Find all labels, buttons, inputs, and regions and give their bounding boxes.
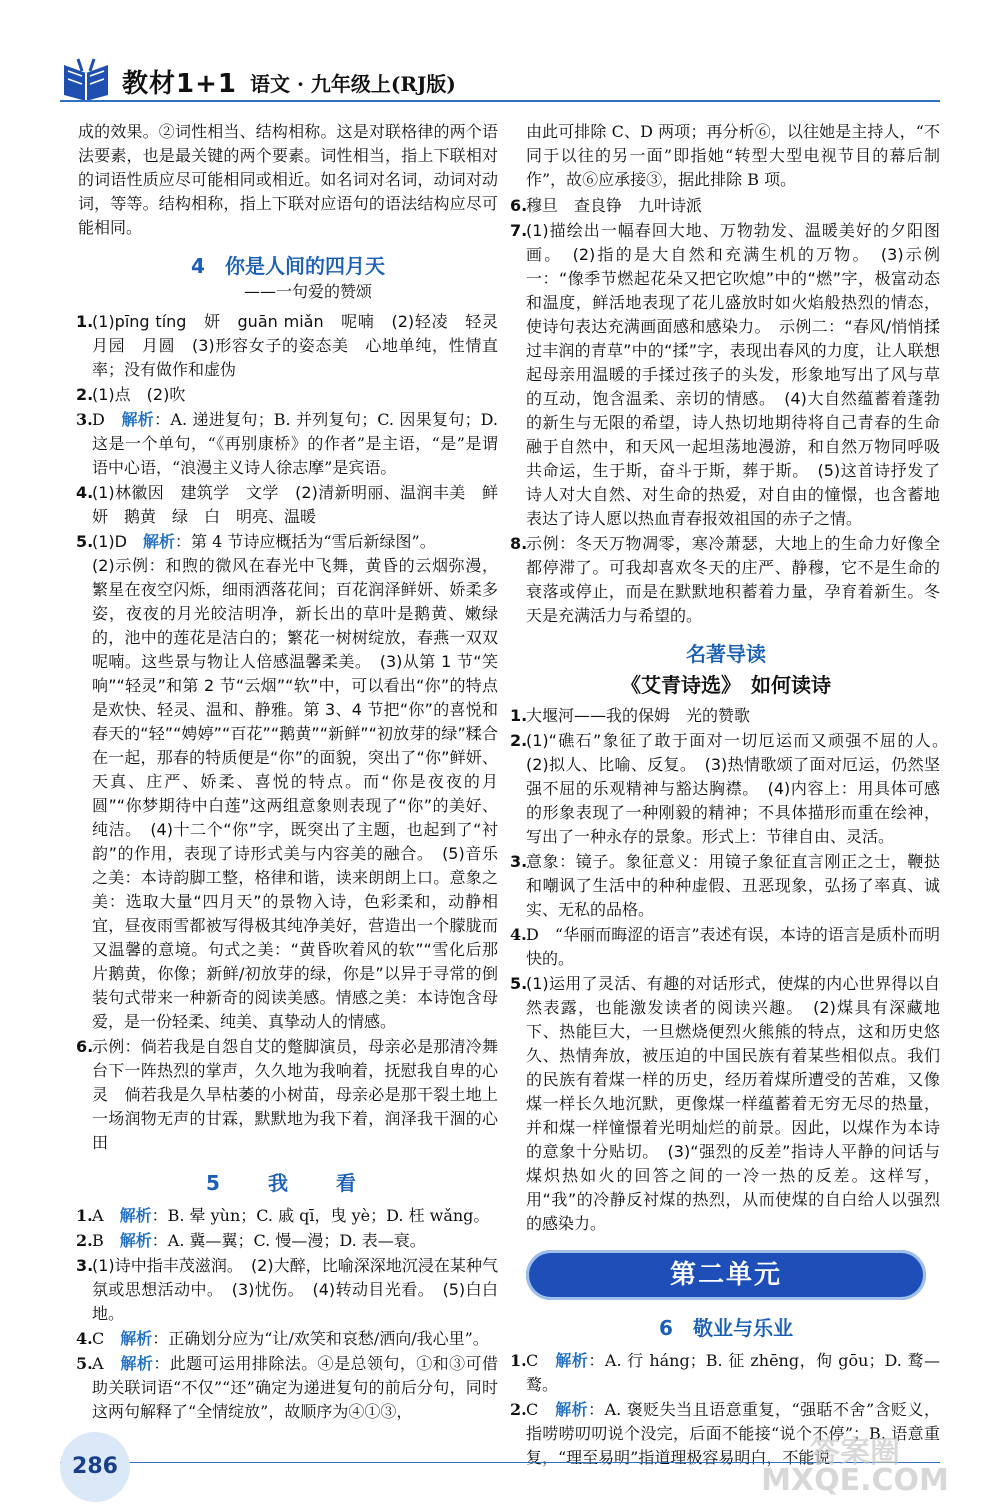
answer-item: 2. B 解析：A. 冀—翼；C. 慢—漫；D. 表—衰。 — [76, 1231, 426, 1250]
answer-choice: D — [526, 925, 555, 944]
watermark-logo: 答案圈 MXQE.COM — [761, 1435, 949, 1498]
answer-text: (1)诗中指丰茂滋润。 (2)大醉，比喻深深地沉浸在某种气氛或思想活动中。 (3)忧伤。 (4)转动目光看。 (5)白白地。 — [92, 1256, 498, 1323]
page-number: 286 — [60, 1432, 130, 1502]
answer-choice: C — [92, 1329, 121, 1348]
answer-item: 5. (1)运用了灵活、有趣的对话形式，使煤的内心世界得以自然表露，也能激发读者的阅读兴趣。 (2)煤具有深藏地下、热能巨大，一旦燃烧便烈火熊熊的特点，这和历史悠久、热情奔放，被压迫的中国民族有着某些相似点。我们的民族有着煤一样的历史，经历着煤所遭受的苦难，又像煤一样长久地沉默，更像煤一样蕴蓄着无穷无尽的热量，并和煤一样憧憬着光明灿烂的前景。因此，以煤作为本诗的意象十分贴切。 (3)“强烈的反差”指诗人平静的问话与煤炽热如火的回答之间的一冷一热的反差。这样写，用“我”的冷静反衬煤的热烈，从而使煤的自白给人以强烈的感染力。 — [510, 974, 940, 1233]
section-4-title: 4 你是人间的四月天 — [191, 254, 385, 278]
right-column — [510, 120, 957, 1471]
answer-item: 1. 大堰河——我的保姆 光的赞歌 — [510, 706, 751, 725]
answer-text: (1)林徽因 建筑学 文学 (2)清新明丽、温润丰美 鲜妍 鹅黄 绿 白 明亮、温暖 — [92, 483, 498, 526]
answer-item: 3. (1)诗中指丰茂滋润。 (2)大醉，比喻深深地沉浸在某种气氛或思想活动中。 (3)忧伤。 (4)转动目光看。 (5)白白地。 — [76, 1256, 498, 1323]
answer-text: 穆旦 查良铮 九叶诗派 — [526, 196, 703, 215]
answer-text: 意象：镜子。象征意义：用镜子象征直言刚正之士，鞭挞和嘲讽了生活中的种种虚假、丑恶现象，弘扬了率真、诚实、无私的品格。 — [526, 852, 940, 919]
answer-item: 4. D “华丽而晦涩的语言”表述有误，本诗的语言是质朴而明快的。 — [510, 925, 940, 968]
answer-item: 1. C 解析：A. 行 háng；B. 征 zhēng，佝 gōu；D. 鹜—鹜。 — [510, 1351, 940, 1394]
header-divider — [60, 100, 940, 102]
answer-choice: A — [92, 1206, 120, 1225]
brand-title: 教材1+1 — [122, 69, 237, 99]
subject-label: 语文 · 九年级上(RJ版) — [250, 72, 456, 96]
analysis-label: 解析 — [119, 1206, 152, 1225]
book-logo-icon — [60, 55, 112, 103]
answer-text: (2)示例：和煦的微风在春光中飞舞，黄昏的云烟弥漫，繁星在夜空闪烁，细雨洒落花间；百花润泽鲜妍、娇柔多姿，夜夜的月光皎洁明净，新长出的草叶是鹅黄、嫩绿的，池中的莲花是洁白的；繁花一树树绽放，春燕一双双呢喃。这些景与物让人倍感温馨柔美。 (3)从第 1 节“笑响”“轻灵”和第 2 节“云烟”“软”中，可以看出“你”的特点是欢快、轻灵、温和、静雅。第 3、4 节把“你”的喜悦和春天的“轻”“娉婷”“百花”“鹅黄”“新鲜”“初放芽的绿”糅合在一起，那春的特质便是“你”的面貌，突出了“你”鲜妍、天真、庄严、娇柔、喜悦的特点。而“你是夜夜的月圆”“你梦期待中白莲”这两组意象则表现了“你”的美好、纯洁。 (4)十二个“你”字，既突出了主题，也起到了“衬韵”的作用，表现了诗形式美与内容美的融合。 (5)音乐之美：本诗韵脚工整，格律和谐，读来朗朗上口。意象之美：选取大量“四月天”的景物入诗，色彩柔和，动静相宜，昼夜雨雪都被写得极其纯净美好，营造出一个朦胧而又温馨的意境。句式之美：“黄昏吹着风的软”“雪化后那片鹅黄，你像；新鲜/初放芽的绿，你是”以异于寻常的倒装句式带来一种新奇的阅读美感。情感之美：本诗饱含母爱，是一份轻柔、纯美、真挚动人的情感。 — [92, 556, 498, 1031]
answer-choice: B — [92, 1231, 120, 1250]
analysis-text: “华丽而晦涩的语言”表述有误，本诗的语言是质朴而明快的。 — [526, 925, 940, 968]
answer-text: (1)点 (2)吹 — [92, 385, 186, 404]
section-4-subtitle: ——一句爱的赞颂 — [243, 282, 372, 301]
answer-text: 示例：冬天万物凋零，寒冷萧瑟，大地上的生命力好像全都停滞了。可我却喜欢冬天的庄严、静穆，它不是生命的衰落或停止，而是在默默地积蓄着力量，孕育着新生。冬天是充满活力与希望的。 — [526, 534, 940, 625]
answer-item: 1. (1)pīng tíng 妍 guān miǎn 呢喃 (2)轻凌 轻灵 月园 月圆 (3)形容女子的姿态美 心地单纯，性情直率；没有做作和虚伪 — [76, 312, 515, 379]
analysis-text: ：A. 冀—翼；C. 慢—漫；D. 表—衰。 — [151, 1231, 426, 1250]
book-title: 《艾青诗选》 如何读诗 — [621, 673, 831, 697]
intro-paragraph: 成的效果。②词性相当、结构相称。这是对联格律的两个语法要素，也是最关键的两个要素。词性相当，指上下联相对的词语性质应尽可能相同或相近。如名词对名词，动词对动词，等等。结构相称，指上下联对应语句的语法结构应尽可能相同。 — [78, 122, 498, 237]
answer-choice: C — [526, 1400, 556, 1419]
answer-item: 8. 示例：冬天万物凋零，寒冷萧瑟，大地上的生命力好像全都停滞了。可我却喜欢冬天的庄严、静穆，它不是生命的衰落或停止，而是在默默地积蓄着力量，孕育着新生。冬天是充满活力与希望的。 — [510, 534, 940, 625]
analysis-text: ：A. 行 háng；B. 征 zhēng，佝 gōu；D. 鹜—鹜。 — [526, 1351, 940, 1394]
analysis-label: 解析 — [120, 1329, 153, 1348]
answer-text: (1)运用了灵活、有趣的对话形式，使煤的内心世界得以自然表露，也能激发读者的阅读兴趣。 (2)煤具有深藏地下、热能巨大，一旦燃烧便烈火熊熊的特点，这和历史悠久、热情奔放，被压迫的中国民族有着某些相似点。我们的民族有着煤一样的历史，经历着煤所遭受的苦难，又像煤一样长久地沉默，更像煤一样蕴蓄着无穷无尽的热量，并和煤一样憧憬着光明灿烂的前景。因此，以煤作为本诗的意象十分贴切。 (3)“强烈的反差”指诗人平静的问话与煤炽热如火的回答之间的一冷一热的反差。这样写，用“我”的冷静反衬煤的热烈，从而使煤的自白给人以强烈的感染力。 — [526, 974, 940, 1233]
section-5-title: 5 我 看 — [206, 1171, 370, 1195]
analysis-text: ：A. 褒贬失当且语意重复，“强聒不舍”含贬义，指唠唠叨叨说个没完，后面不能接“说个不停”；B. 语意重复，“理至易明”指道理极容易明白，不能说 — [526, 1400, 940, 1467]
answer-item: 4. C 解析：正确划分应为“让/欢笑和哀愁/洒向/我心里”。 — [76, 1329, 489, 1348]
answer-choice: A — [92, 1354, 121, 1373]
analysis-text: ：A. 递进复句；B. 并列复句；C. 因果复句；D. 这是一个单句，“《再别康桥》的作者”是主语，“是”是谓语中心语，“浪漫主义诗人徐志摩”是宾语。 — [92, 410, 498, 477]
classics-guide-title: 名著导读 — [686, 642, 766, 666]
answer-choice: (1)D — [92, 532, 143, 551]
answer-text: 大堰河——我的保姆 光的赞歌 — [526, 706, 751, 725]
analysis-label: 解析 — [555, 1400, 589, 1419]
analysis-text: ：此题可运用排除法。④是总领句，①和③可借助关联词语“不仅”“还”确定为递进复句的前后分句，同时这两句解释了“全情绽放”，故顺序为④①③， — [92, 1354, 498, 1421]
answer-item: 3. 意象：镜子。象征意义：用镜子象征直言刚正之士，鞭挞和嘲讽了生活中的种种虚假、丑恶现象，弘扬了率真、诚实、无私的品格。 — [510, 852, 940, 919]
page-header — [60, 55, 940, 103]
answer-item: 2. (1)点 (2)吹 — [76, 385, 186, 404]
left-column — [76, 120, 515, 1425]
answer-item: 6. 穆旦 查良铮 九叶诗派 — [510, 196, 703, 215]
answer-text: (1)描绘出一幅春回大地、万物勃发、温暖美好的夕阳图画。 (2)指的是大自然和充满生机的万物。 (3)示例一：“像季节燃起花朵又把它吹熄”中的“燃”字，极富动态和温度，鲜活地表现了花儿盛放时如火焰般热烈的情态，使诗句表达充满画面感和感染力。 示例二：“春风/悄悄揉过丰润的青草”中的“揉”字，表现出春风的力度，让人联想起母亲用温暖的手揉过孩子的头发，形象地写出了风与草的互动，饱含温柔、亲切的情感。 (4)大自然蕴蓄着蓬勃的新生与无限的希望，诗人热切地期待将自己青春的生命融于自然中，和天风一起坦荡地漫游，和自然万物同呼吸共命运，生于斯，奋斗于斯，葬于斯。 (5)这首诗抒发了诗人对大自然、对生命的热爱，对自由的憧憬，也含蓄地表达了诗人愿以热血青春报效祖国的赤子之情。 — [526, 221, 940, 528]
answer-item: 2. (1)“礁石”象征了敢于面对一切厄运而又顽强不屈的人。 (2)拟人、比喻、反复。 (3)热情歌颂了面对厄运，仍然坚强不屈的乐观精神与豁达胸襟。 (4)内容上：用具体可感的形象表现了一种刚毅的精神；不具体描形而重在绘神，写出了一种永存的景象。形式上：节律自由、灵活。 — [510, 731, 957, 846]
answer-item: 5. (1)D 解析：第 4 节诗应概括为“雪后新绿图”。 (2)示例：和煦的微风在春光中飞舞，黄昏的云烟弥漫，繁星在夜空闪烁，细雨洒落花间；百花润泽鲜妍、娇柔多姿，夜夜的月光皎洁明净，新长出的草叶是鹅黄、嫩绿的，池中的莲花是洁白的；繁花一树树绽放，春燕一双双呢喃。这些景与物让人倍感温馨柔美。 (3)从第 1 节“笑响”“轻灵”和第 2 节“云烟”“软”中，可以看出“你”的特点是欢快、轻灵、温和、静雅。第 3、4 节把“你”的喜悦和春天的“轻”“娉婷”“百花”“鹅黄”“新鲜”“初放芽的绿”糅合在一起，那春的特质便是“你”的面貌，突出了“你”鲜妍、天真、庄严、娇柔、喜悦的特点。而“你是夜夜的月圆”“你梦期待中白莲”这两组意象则表现了“你”的美好、纯洁。 (4)十二个“你”字，既突出了主题，也起到了“衬韵”的作用，表现了诗形式美与内容美的融合。 (5)音乐之美：本诗韵脚工整，格律和谐，读来朗朗上口。意象之美：选取大量“四月天”的景物入诗，色彩柔和，动静相宜，昼夜雨雪都被写得极其纯净美好，营造出一个朦胧而又温馨的意境。句式之美：“黄昏吹着风的软”“雪化后那片鹅黄，你像；新鲜/初放芽的绿，你是”以异于寻常的倒装句式带来一种新奇的阅读美感。情感之美：本诗饱含母爱，是一份轻柔、纯美、真挚动人的情感。 — [76, 532, 498, 1031]
continued-paragraph: 由此可排除 C、D 两项；再分析⑥，以往她是主持人，“不同于以往的另一面”即指她“转型大型电视节目的幕后制作”，故⑥应承接③，据此排除 B 项。 — [526, 122, 940, 189]
analysis-label: 解析 — [121, 410, 155, 429]
analysis-label: 解析 — [119, 1231, 152, 1250]
answer-item: 6. 示例：倘若我是自怨自艾的蹩脚演员，母亲必是那清冷舞台下一阵热烈的掌声，久久地为我响着，抚慰我自卑的心灵 倘若我是久旱枯萎的小树苗，母亲必是那干裂土地上一场润物无声的甘霖，默默地为我下着，润泽我干涸的心田 — [76, 1037, 498, 1152]
answer-item: 3. D 解析：A. 递进复句；B. 并列复句；C. 因果复句；D. 这是一个单句，“《再别康桥》的作者”是主语，“是”是谓语中心语，“浪漫主义诗人徐志摩”是宾语。 — [76, 410, 498, 477]
answer-text: (1)“礁石”象征了敢于面对一切厄运而又顽强不屈的人。 (2)拟人、比喻、反复。 (3)热情歌颂了面对厄运，仍然坚强不屈的乐观精神与豁达胸襟。 (4)内容上：用具体可感的形象表现了一种刚毅的精神；不具体描形而重在绘神，写出了一种永存的景象。形式上：节律自由、灵活。 — [526, 731, 957, 846]
section-6-title: 6 敬业与乐业 — [659, 1316, 793, 1340]
answer-choice: C — [526, 1351, 556, 1370]
answer-item: 4. (1)林徽因 建筑学 文学 (2)清新明丽、温润丰美 鲜妍 鹅黄 绿 白 明亮、温暖 — [76, 483, 498, 526]
analysis-text: ：B. 晕 yùn；C. 戚 qī，曳 yè；D. 枉 wǎng。 — [151, 1206, 490, 1225]
answer-choice: D — [92, 410, 122, 429]
answer-text: (1)pīng tíng 妍 guān miǎn 呢喃 (2)轻凌 轻灵 月园 月圆 (3)形容女子的姿态美 心地单纯，性情直率；没有做作和虚伪 — [92, 312, 515, 379]
answer-item: 2. C 解析：A. 褒贬失当且语意重复，“强聒不舍”含贬义，指唠唠叨叨说个没完，后面不能接“说个不停”；B. 语意重复，“理至易明”指道理极容易明白，不能说 — [510, 1400, 940, 1467]
answer-item: 1. A 解析：B. 晕 yùn；C. 戚 qī，曳 yè；D. 枉 wǎng。 — [76, 1206, 490, 1225]
analysis-label: 解析 — [120, 1354, 154, 1373]
analysis-text: ：正确划分应为“让/欢笑和哀愁/洒向/我心里”。 — [152, 1329, 489, 1348]
answer-text: 示例：倘若我是自怨自艾的蹩脚演员，母亲必是那清冷舞台下一阵热烈的掌声，久久地为我响着，抚慰我自卑的心灵 倘若我是久旱枯萎的小树苗，母亲必是那干裂土地上一场润物无声的甘霖，默默地为我下着，润泽我干涸的心田 — [92, 1037, 498, 1152]
analysis-text: ：第 4 节诗应概括为“雪后新绿图”。 — [175, 532, 436, 551]
unit-banner: 第二单元 — [526, 1250, 926, 1300]
analysis-label: 解析 — [555, 1351, 589, 1370]
analysis-label: 解析 — [143, 532, 176, 551]
answer-item: 7. (1)描绘出一幅春回大地、万物勃发、温暖美好的夕阳图画。 (2)指的是大自然和充满生机的万物。 (3)示例一：“像季节燃起花朵又把它吹熄”中的“燃”字，极富动态和温度，鲜活地表现了花儿盛放时如火焰般热烈的情态，使诗句表达充满画面感和感染力。 示例二：“春风/悄悄揉过丰润的青草”中的“揉”字，表现出春风的力度，让人联想起母亲用温暖的手揉过孩子的头发，形象地写出了风与草的互动，饱含温柔、亲切的情感。 (4)大自然蕴蓄着蓬勃的新生与无限的希望，诗人热切地期待将自己青春的生命融于自然中，和天风一起坦荡地漫游，和自然万物同呼吸共命运，生于斯，奋斗于斯，葬于斯。 (5)这首诗抒发了诗人对大自然、对生命的热爱，对自由的憧憬，也含蓄地表达了诗人愿以热血青春报效祖国的赤子之情。 — [510, 221, 940, 528]
answer-item: 5. A 解析：此题可运用排除法。④是总领句，①和③可借助关联词语“不仅”“还”确定为递进复句的前后分句，同时这两句解释了“全情绽放”，故顺序为④①③， — [76, 1354, 498, 1421]
